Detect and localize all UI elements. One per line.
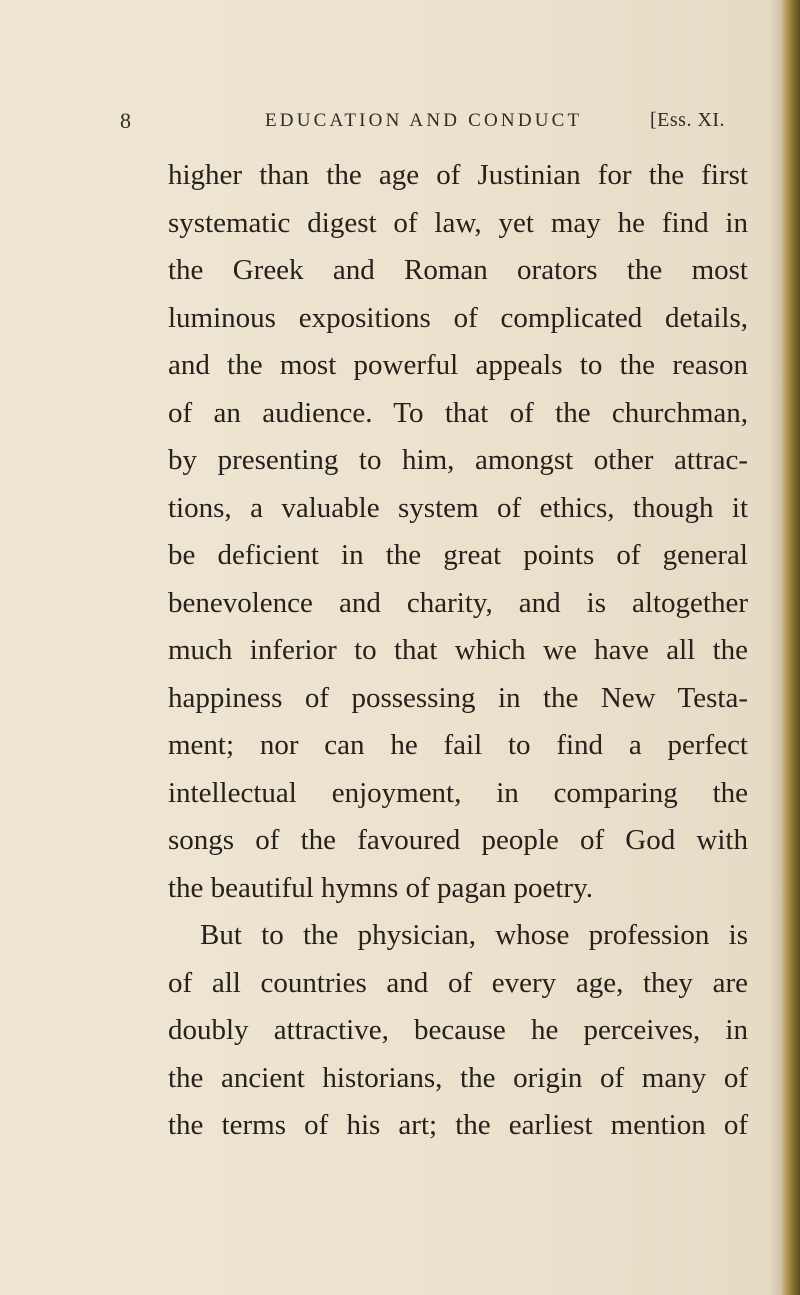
- running-title: EDUCATION AND CONDUCT: [265, 110, 583, 131]
- body-text: [168, 152, 748, 1150]
- essay-section: [Ess. XI.: [650, 109, 726, 131]
- text-line: much inferior to that which we have all the: [168, 634, 748, 666]
- paragraph-first-line: But to the physician, whose profession is: [200, 919, 748, 951]
- text-line: and the most powerful appeals to the reason: [168, 349, 748, 381]
- text-line: intellectual enjoyment, in comparing the: [168, 776, 748, 809]
- page-edge: [782, 0, 800, 1295]
- text-line: the terms of his art; the earliest mention of: [168, 1109, 748, 1141]
- text-line: higher than the age of Justinian for the first: [168, 159, 748, 191]
- text-line: happiness of possessing in the New Testa-: [168, 681, 748, 714]
- text-line: systematic digest of law, yet may he find in: [168, 206, 748, 239]
- text-line: the Greek and Roman orators the most: [168, 254, 748, 286]
- page-gutter-shadow: [768, 0, 782, 1295]
- text-line: songs of the favoured people of God with: [168, 824, 748, 856]
- page-number: 8: [120, 108, 131, 133]
- text-line: luminous expositions of complicated details,: [168, 301, 748, 334]
- text-line: of an audience. To that of the churchman,: [168, 396, 748, 429]
- text-line: be deficient in the great points of general: [168, 539, 748, 571]
- text-line: of all countries and of every age, they are: [168, 966, 748, 999]
- text-line: ment; nor can he fail to find a perfect: [168, 729, 748, 761]
- text-line: doubly attractive, because he perceives, in: [168, 1014, 748, 1046]
- running-header: [120, 108, 760, 148]
- text-line: the ancient historians, the origin of many of: [168, 1061, 748, 1094]
- text-line: by presenting to him, amongst other attrac-: [168, 444, 748, 476]
- text-line: benevolence and charity, and is altogether: [168, 586, 748, 619]
- paragraph-last-line: the beautiful hymns of pagan poetry.: [168, 871, 593, 904]
- text-line: tions, a valuable system of ethics, though it: [168, 491, 748, 524]
